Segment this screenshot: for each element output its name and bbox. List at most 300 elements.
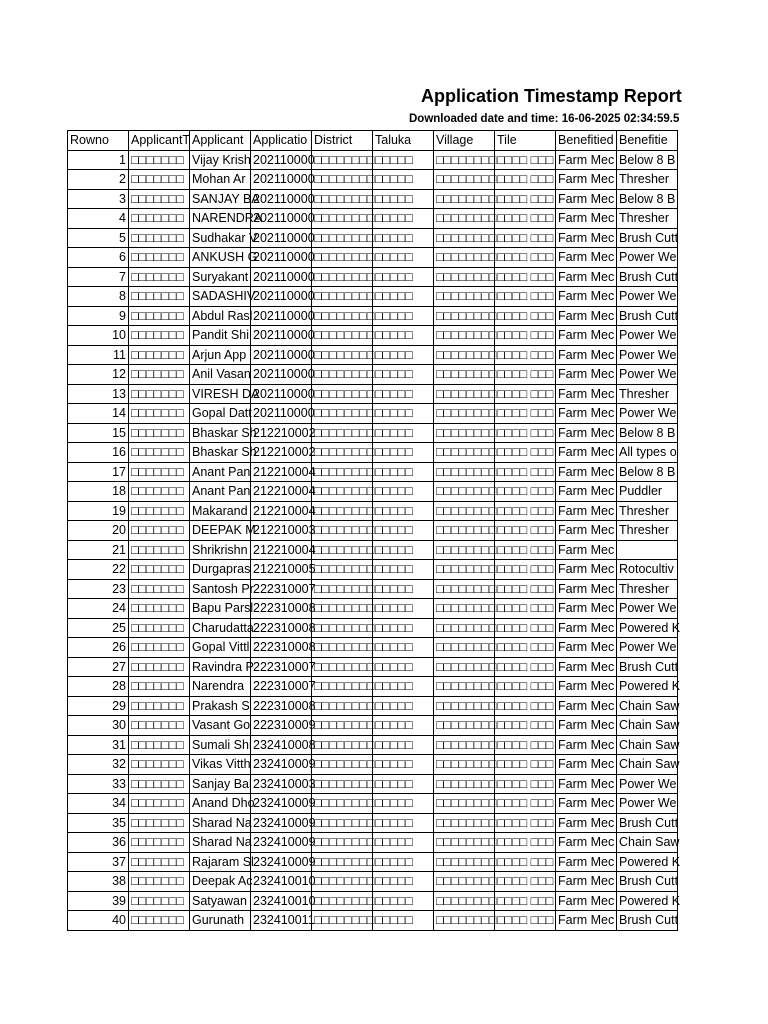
table-cell[interactable]: □□□□□□□□ — [312, 891, 373, 911]
column-header[interactable]: Applicant — [190, 131, 251, 151]
table-cell[interactable]: 22 — [68, 560, 129, 580]
table-cell[interactable]: Mohan Ar — [190, 170, 251, 190]
table-cell[interactable]: □□□□□□□ — [129, 404, 190, 424]
table-cell[interactable]: □□□□□□□□ — [434, 404, 495, 424]
table-cell[interactable]: Farm Mec — [556, 638, 617, 658]
table-cell[interactable]: 13 — [68, 384, 129, 404]
table-cell[interactable]: Anil Vasan — [190, 365, 251, 385]
table-cell[interactable]: □□□□□□□ — [129, 755, 190, 775]
table-cell[interactable]: □□□□□□□□ — [434, 911, 495, 931]
table-cell[interactable]: □□□□□□□□ — [312, 638, 373, 658]
table-cell[interactable]: Chain Saw — [617, 833, 678, 853]
table-cell[interactable]: □□□□□ — [373, 618, 434, 638]
table-cell[interactable]: Power We — [617, 794, 678, 814]
table-cell[interactable]: Thresher — [617, 579, 678, 599]
table-cell[interactable]: □□□□□□□ — [129, 872, 190, 892]
table-cell[interactable]: □□□□□ — [373, 540, 434, 560]
table-cell[interactable]: Thresher — [617, 521, 678, 541]
table-cell[interactable]: Thresher — [617, 501, 678, 521]
table-cell[interactable]: □□□□□□□□ — [312, 150, 373, 170]
table-cell[interactable]: □□□□□□□□ — [312, 365, 373, 385]
table-cell[interactable]: □□□□ □□□ — [495, 657, 556, 677]
table-cell[interactable]: □□□□ □□□ — [495, 891, 556, 911]
table-cell[interactable]: 232410009 — [251, 852, 312, 872]
table-cell[interactable]: 212210004 — [251, 482, 312, 502]
table-cell[interactable]: □□□□□□□□ — [434, 540, 495, 560]
table-cell[interactable]: 11 — [68, 345, 129, 365]
table-cell[interactable]: □□□□□ — [373, 852, 434, 872]
table-cell[interactable]: 232410010 — [251, 891, 312, 911]
table-cell[interactable]: 35 — [68, 813, 129, 833]
table-cell[interactable]: □□□□ □□□ — [495, 560, 556, 580]
table-cell[interactable]: 222310007 — [251, 579, 312, 599]
table-cell[interactable]: □□□□□ — [373, 150, 434, 170]
table-cell[interactable]: □□□□□□□□ — [434, 443, 495, 463]
table-cell[interactable]: □□□□□□□ — [129, 618, 190, 638]
table-cell[interactable]: □□□□□□□□ — [312, 716, 373, 736]
table-cell[interactable]: □□□□□□□ — [129, 326, 190, 346]
table-cell[interactable]: □□□□□□□□ — [312, 170, 373, 190]
table-cell[interactable]: 9 — [68, 306, 129, 326]
table-cell[interactable]: □□□□ □□□ — [495, 384, 556, 404]
table-cell[interactable]: □□□□ □□□ — [495, 774, 556, 794]
table-cell[interactable]: 19 — [68, 501, 129, 521]
table-cell[interactable]: 5 — [68, 228, 129, 248]
table-cell[interactable]: Below 8 B — [617, 423, 678, 443]
table-cell[interactable]: Below 8 B — [617, 462, 678, 482]
table-cell[interactable]: □□□□ □□□ — [495, 345, 556, 365]
table-cell[interactable]: 232410009 — [251, 755, 312, 775]
table-cell[interactable]: 36 — [68, 833, 129, 853]
table-cell[interactable]: 23 — [68, 579, 129, 599]
table-cell[interactable]: Deepak Ac — [190, 872, 251, 892]
table-cell[interactable]: 25 — [68, 618, 129, 638]
table-cell[interactable]: □□□□□□□□ — [434, 657, 495, 677]
table-cell[interactable]: □□□□□□□□ — [312, 326, 373, 346]
table-cell[interactable]: 212210002 — [251, 443, 312, 463]
table-cell[interactable]: □□□□□□□□ — [312, 735, 373, 755]
table-cell[interactable]: Brush Cutt — [617, 657, 678, 677]
table-cell[interactable]: □□□□□ — [373, 755, 434, 775]
table-cell[interactable]: Farm Mec — [556, 306, 617, 326]
table-cell[interactable]: 232410003 — [251, 774, 312, 794]
table-cell[interactable]: □□□□□ — [373, 345, 434, 365]
table-cell[interactable]: □□□□□□□□ — [312, 657, 373, 677]
table-cell[interactable]: □□□□□□□□ — [312, 345, 373, 365]
table-cell[interactable]: 12 — [68, 365, 129, 385]
table-cell[interactable]: 202110000 — [251, 170, 312, 190]
table-cell[interactable]: Farm Mec — [556, 852, 617, 872]
table-cell[interactable]: 202110000 — [251, 306, 312, 326]
table-cell[interactable]: 212210004 — [251, 540, 312, 560]
table-cell[interactable]: 14 — [68, 404, 129, 424]
table-cell[interactable]: Farm Mec — [556, 521, 617, 541]
table-cell[interactable]: 32 — [68, 755, 129, 775]
table-cell[interactable]: □□□□□□□ — [129, 735, 190, 755]
table-cell[interactable]: □□□□ □□□ — [495, 813, 556, 833]
table-cell[interactable]: 4 — [68, 209, 129, 229]
table-cell[interactable]: □□□□□□□□ — [434, 696, 495, 716]
column-header[interactable]: Benefitie — [617, 131, 678, 151]
table-cell[interactable]: Farm Mec — [556, 657, 617, 677]
table-cell[interactable]: Farm Mec — [556, 267, 617, 287]
table-cell[interactable]: □□□□ □□□ — [495, 404, 556, 424]
table-cell[interactable]: 202110000 — [251, 326, 312, 346]
table-cell[interactable]: Brush Cutt — [617, 813, 678, 833]
table-cell[interactable]: 232410009 — [251, 833, 312, 853]
table-cell[interactable]: □□□□□□□ — [129, 482, 190, 502]
table-cell[interactable]: Farm Mec — [556, 696, 617, 716]
table-cell[interactable]: □□□□□□□□ — [434, 852, 495, 872]
table-cell[interactable]: 202110000 — [251, 189, 312, 209]
table-cell[interactable]: Farm Mec — [556, 170, 617, 190]
table-cell[interactable]: □□□□□□□ — [129, 150, 190, 170]
table-cell[interactable]: Abdul Rasl — [190, 306, 251, 326]
table-cell[interactable]: Sumali Shi — [190, 735, 251, 755]
table-cell[interactable]: Sanjay Bal — [190, 774, 251, 794]
table-cell[interactable]: Gurunath — [190, 911, 251, 931]
table-cell[interactable]: 29 — [68, 696, 129, 716]
column-header[interactable]: District — [312, 131, 373, 151]
table-cell[interactable]: □□□□□ — [373, 404, 434, 424]
table-cell[interactable]: 222310008 — [251, 599, 312, 619]
table-cell[interactable]: □□□□□□□ — [129, 521, 190, 541]
table-cell[interactable]: □□□□□ — [373, 872, 434, 892]
table-cell[interactable]: □□□□ □□□ — [495, 735, 556, 755]
table-cell[interactable]: □□□□□□□□ — [312, 696, 373, 716]
table-cell[interactable]: 16 — [68, 443, 129, 463]
table-cell[interactable]: Farm Mec — [556, 365, 617, 385]
table-cell[interactable]: □□□□□ — [373, 267, 434, 287]
table-cell[interactable]: Farm Mec — [556, 891, 617, 911]
table-cell[interactable]: Farm Mec — [556, 599, 617, 619]
table-cell[interactable]: Powered K — [617, 677, 678, 697]
table-cell[interactable]: □□□□□□□□ — [312, 579, 373, 599]
table-cell[interactable]: 3 — [68, 189, 129, 209]
table-cell[interactable]: 202110000 — [251, 365, 312, 385]
table-cell[interactable]: Power We — [617, 774, 678, 794]
table-cell[interactable]: □□□□□□□ — [129, 209, 190, 229]
table-cell[interactable]: □□□□□ — [373, 638, 434, 658]
table-cell[interactable]: Farm Mec — [556, 833, 617, 853]
table-cell[interactable]: Sharad Na — [190, 833, 251, 853]
table-cell[interactable]: Farm Mec — [556, 735, 617, 755]
table-cell[interactable]: □□□□□□□□ — [434, 521, 495, 541]
table-cell[interactable]: □□□□□□□□ — [312, 501, 373, 521]
table-cell[interactable]: □□□□□□□□ — [312, 755, 373, 775]
table-cell[interactable]: 27 — [68, 657, 129, 677]
table-cell[interactable]: Power We — [617, 404, 678, 424]
table-cell[interactable]: □□□□□□□□ — [312, 774, 373, 794]
table-cell[interactable]: □□□□□□□□ — [434, 345, 495, 365]
table-cell[interactable]: 24 — [68, 599, 129, 619]
table-cell[interactable]: Farm Mec — [556, 209, 617, 229]
table-cell[interactable]: □□□□□□□□ — [312, 443, 373, 463]
table-cell[interactable]: Farm Mec — [556, 443, 617, 463]
table-cell[interactable]: Below 8 B — [617, 189, 678, 209]
table-cell[interactable]: □□□□ □□□ — [495, 423, 556, 443]
table-cell[interactable]: Farm Mec — [556, 677, 617, 697]
table-cell[interactable]: Arjun App — [190, 345, 251, 365]
table-cell[interactable]: Powered K — [617, 891, 678, 911]
table-cell[interactable]: Below 8 B — [617, 150, 678, 170]
table-cell[interactable]: 202110000 — [251, 248, 312, 268]
table-cell[interactable]: □□□□□□□□ — [434, 209, 495, 229]
table-cell[interactable]: Farm Mec — [556, 482, 617, 502]
table-cell[interactable]: Anand Dho — [190, 794, 251, 814]
table-cell[interactable]: 232410010 — [251, 872, 312, 892]
table-cell[interactable]: □□□□ □□□ — [495, 287, 556, 307]
table-cell[interactable]: □□□□□ — [373, 443, 434, 463]
table-cell[interactable]: □□□□ □□□ — [495, 872, 556, 892]
table-cell[interactable]: Brush Cutt — [617, 228, 678, 248]
table-cell[interactable]: 212210005 — [251, 560, 312, 580]
table-cell[interactable]: □□□□ □□□ — [495, 521, 556, 541]
table-cell[interactable]: □□□□□ — [373, 365, 434, 385]
table-cell[interactable]: □□□□□□□□ — [434, 365, 495, 385]
table-cell[interactable]: □□□□□□□□ — [434, 813, 495, 833]
table-cell[interactable]: □□□□□□□□ — [312, 462, 373, 482]
table-cell[interactable]: 10 — [68, 326, 129, 346]
table-cell[interactable]: □□□□□□□□ — [434, 677, 495, 697]
table-cell[interactable]: Charudatta — [190, 618, 251, 638]
table-cell[interactable]: □□□□□□□□ — [312, 911, 373, 931]
table-cell[interactable]: 39 — [68, 891, 129, 911]
table-cell[interactable]: □□□□□□□□ — [312, 521, 373, 541]
table-cell[interactable] — [617, 540, 678, 560]
table-cell[interactable]: Bhaskar Sh — [190, 423, 251, 443]
table-cell[interactable]: Vasant Go — [190, 716, 251, 736]
table-cell[interactable]: □□□□□□□□ — [434, 189, 495, 209]
table-cell[interactable]: VIRESH DA — [190, 384, 251, 404]
table-cell[interactable]: □□□□□ — [373, 189, 434, 209]
table-cell[interactable]: Vikas Vitth — [190, 755, 251, 775]
table-cell[interactable]: Farm Mec — [556, 248, 617, 268]
table-cell[interactable]: 202110000 — [251, 404, 312, 424]
table-cell[interactable]: Rajaram Sl — [190, 852, 251, 872]
table-cell[interactable]: □□□□ □□□ — [495, 209, 556, 229]
table-cell[interactable]: Power We — [617, 365, 678, 385]
table-cell[interactable]: 202110000 — [251, 345, 312, 365]
table-cell[interactable]: □□□□□ — [373, 891, 434, 911]
table-cell[interactable]: □□□□□□□□ — [312, 794, 373, 814]
table-cell[interactable]: □□□□□□□ — [129, 774, 190, 794]
table-cell[interactable]: 232410008 — [251, 735, 312, 755]
table-cell[interactable]: 222310008 — [251, 638, 312, 658]
table-cell[interactable]: 30 — [68, 716, 129, 736]
table-cell[interactable]: Ravindra P — [190, 657, 251, 677]
table-cell[interactable]: □□□□□□□□ — [312, 540, 373, 560]
table-cell[interactable]: Gopal Datt — [190, 404, 251, 424]
table-cell[interactable]: □□□□ □□□ — [495, 462, 556, 482]
table-cell[interactable]: Farm Mec — [556, 579, 617, 599]
table-cell[interactable]: 212210002 — [251, 423, 312, 443]
table-cell[interactable]: □□□□□□□□ — [312, 209, 373, 229]
table-cell[interactable]: □□□□□□□□ — [434, 755, 495, 775]
table-cell[interactable]: □□□□□□□ — [129, 462, 190, 482]
table-cell[interactable]: □□□□□□□ — [129, 345, 190, 365]
table-cell[interactable]: Shrikrishn — [190, 540, 251, 560]
table-cell[interactable]: □□□□□□□□ — [434, 462, 495, 482]
table-cell[interactable]: 20 — [68, 521, 129, 541]
table-cell[interactable]: □□□□□□□ — [129, 716, 190, 736]
table-cell[interactable]: □□□□□ — [373, 579, 434, 599]
table-cell[interactable]: 31 — [68, 735, 129, 755]
table-cell[interactable]: Narendra — [190, 677, 251, 697]
table-cell[interactable]: DEEPAK M — [190, 521, 251, 541]
table-cell[interactable]: □□□□□ — [373, 228, 434, 248]
table-cell[interactable]: □□□□□□□ — [129, 852, 190, 872]
table-cell[interactable]: □□□□□ — [373, 462, 434, 482]
table-cell[interactable]: □□□□□□□□ — [434, 833, 495, 853]
column-header[interactable]: Applicatio — [251, 131, 312, 151]
table-cell[interactable]: Thresher — [617, 384, 678, 404]
table-cell[interactable]: □□□□ □□□ — [495, 755, 556, 775]
table-cell[interactable]: NARENDRA — [190, 209, 251, 229]
table-cell[interactable]: □□□□□ — [373, 911, 434, 931]
table-cell[interactable]: □□□□□□□ — [129, 696, 190, 716]
table-cell[interactable]: □□□□□ — [373, 794, 434, 814]
table-cell[interactable]: Farm Mec — [556, 345, 617, 365]
table-cell[interactable]: □□□□ □□□ — [495, 267, 556, 287]
table-cell[interactable]: Farm Mec — [556, 287, 617, 307]
table-cell[interactable]: □□□□□□□□ — [434, 774, 495, 794]
table-cell[interactable]: □□□□□□□□ — [434, 872, 495, 892]
table-cell[interactable]: □□□□□□□□ — [312, 560, 373, 580]
table-cell[interactable]: Suryakant — [190, 267, 251, 287]
table-cell[interactable]: □□□□□□□□ — [434, 638, 495, 658]
table-cell[interactable]: □□□□□□□ — [129, 384, 190, 404]
table-cell[interactable]: □□□□ □□□ — [495, 618, 556, 638]
table-cell[interactable]: Farm Mec — [556, 150, 617, 170]
table-cell[interactable]: □□□□□□□□ — [312, 384, 373, 404]
table-cell[interactable]: 34 — [68, 794, 129, 814]
table-cell[interactable]: □□□□□ — [373, 287, 434, 307]
table-cell[interactable]: Durgapras — [190, 560, 251, 580]
table-cell[interactable]: □□□□□ — [373, 696, 434, 716]
table-cell[interactable]: □□□□ □□□ — [495, 852, 556, 872]
table-cell[interactable]: Pandit Shi — [190, 326, 251, 346]
table-cell[interactable]: Powered K — [617, 852, 678, 872]
table-cell[interactable]: □□□□□□□ — [129, 443, 190, 463]
table-cell[interactable]: 222310008 — [251, 618, 312, 638]
table-cell[interactable]: Thresher — [617, 170, 678, 190]
table-cell[interactable]: 37 — [68, 852, 129, 872]
table-cell[interactable]: 18 — [68, 482, 129, 502]
table-cell[interactable]: 28 — [68, 677, 129, 697]
table-cell[interactable]: □□□□□□□ — [129, 365, 190, 385]
table-cell[interactable]: □□□□□□□□ — [434, 579, 495, 599]
table-cell[interactable]: □□□□ □□□ — [495, 833, 556, 853]
table-cell[interactable]: □□□□□□□□ — [434, 228, 495, 248]
table-cell[interactable]: □□□□ □□□ — [495, 443, 556, 463]
table-cell[interactable]: □□□□□□□ — [129, 170, 190, 190]
table-cell[interactable]: Farm Mec — [556, 911, 617, 931]
table-cell[interactable]: □□□□□□□□ — [434, 794, 495, 814]
table-cell[interactable]: □□□□□ — [373, 716, 434, 736]
table-cell[interactable]: □□□□□□□□ — [434, 150, 495, 170]
table-cell[interactable]: □□□□□□□□ — [434, 423, 495, 443]
table-cell[interactable]: 222310007 — [251, 677, 312, 697]
table-cell[interactable]: 202110000 — [251, 384, 312, 404]
table-cell[interactable]: Power We — [617, 287, 678, 307]
column-header[interactable]: Rowno — [68, 131, 129, 151]
table-cell[interactable]: Farm Mec — [556, 716, 617, 736]
table-cell[interactable]: □□□□□□□□ — [312, 852, 373, 872]
table-cell[interactable]: □□□□ □□□ — [495, 306, 556, 326]
table-cell[interactable]: 38 — [68, 872, 129, 892]
table-cell[interactable]: □□□□□ — [373, 813, 434, 833]
table-cell[interactable]: Vijay Krish — [190, 150, 251, 170]
table-cell[interactable]: 212210003 — [251, 521, 312, 541]
table-cell[interactable]: □□□□ □□□ — [495, 677, 556, 697]
table-cell[interactable]: □□□□□□□ — [129, 677, 190, 697]
table-cell[interactable]: □□□□□□□ — [129, 599, 190, 619]
table-cell[interactable]: □□□□ □□□ — [495, 189, 556, 209]
table-cell[interactable]: Power We — [617, 599, 678, 619]
table-cell[interactable]: Satyawan — [190, 891, 251, 911]
table-cell[interactable]: □□□□ □□□ — [495, 248, 556, 268]
table-cell[interactable]: SADASHIV — [190, 287, 251, 307]
table-cell[interactable]: 40 — [68, 911, 129, 931]
table-cell[interactable]: 202110000 — [251, 150, 312, 170]
table-cell[interactable]: □□□□ □□□ — [495, 794, 556, 814]
table-cell[interactable]: □□□□□□□ — [129, 423, 190, 443]
table-cell[interactable]: Farm Mec — [556, 618, 617, 638]
table-cell[interactable]: □□□□□ — [373, 657, 434, 677]
table-cell[interactable]: ANKUSH G — [190, 248, 251, 268]
table-cell[interactable]: Farm Mec — [556, 384, 617, 404]
table-cell[interactable]: Farm Mec — [556, 189, 617, 209]
table-cell[interactable]: □□□□□ — [373, 521, 434, 541]
table-cell[interactable]: □□□□□□□ — [129, 911, 190, 931]
table-cell[interactable]: □□□□ □□□ — [495, 170, 556, 190]
table-cell[interactable]: Brush Cutt — [617, 306, 678, 326]
table-cell[interactable]: □□□□□ — [373, 248, 434, 268]
table-cell[interactable]: Farm Mec — [556, 560, 617, 580]
table-cell[interactable]: 232410011 — [251, 911, 312, 931]
table-cell[interactable]: □□□□□□□ — [129, 657, 190, 677]
table-cell[interactable]: □□□□□□□□ — [312, 482, 373, 502]
table-cell[interactable]: Farm Mec — [556, 872, 617, 892]
table-cell[interactable]: □□□□□□□□ — [312, 404, 373, 424]
table-cell[interactable]: Farm Mec — [556, 404, 617, 424]
table-cell[interactable]: □□□□ □□□ — [495, 501, 556, 521]
column-header[interactable]: ApplicantT — [129, 131, 190, 151]
table-cell[interactable]: □□□□□ — [373, 326, 434, 346]
table-cell[interactable]: Farm Mec — [556, 813, 617, 833]
table-cell[interactable]: 26 — [68, 638, 129, 658]
table-cell[interactable]: □□□□□□□□ — [434, 482, 495, 502]
table-cell[interactable]: 232410009 — [251, 794, 312, 814]
table-cell[interactable]: □□□□□□□ — [129, 638, 190, 658]
table-cell[interactable]: □□□□ □□□ — [495, 638, 556, 658]
table-cell[interactable]: Anant Pan — [190, 462, 251, 482]
table-cell[interactable]: □□□□□□□ — [129, 579, 190, 599]
table-cell[interactable]: Sharad Na — [190, 813, 251, 833]
table-cell[interactable]: □□□□□□□□ — [434, 618, 495, 638]
table-cell[interactable]: □□□□□□□□ — [434, 287, 495, 307]
table-cell[interactable]: □□□□ □□□ — [495, 326, 556, 346]
table-cell[interactable]: Rotocultiv — [617, 560, 678, 580]
table-cell[interactable]: All types o — [617, 443, 678, 463]
table-cell[interactable]: Brush Cutt — [617, 872, 678, 892]
table-cell[interactable]: Santosh Pr — [190, 579, 251, 599]
table-cell[interactable]: □□□□□□□□ — [312, 618, 373, 638]
table-cell[interactable]: Thresher — [617, 209, 678, 229]
column-header[interactable]: Village — [434, 131, 495, 151]
table-cell[interactable]: □□□□□□□ — [129, 813, 190, 833]
